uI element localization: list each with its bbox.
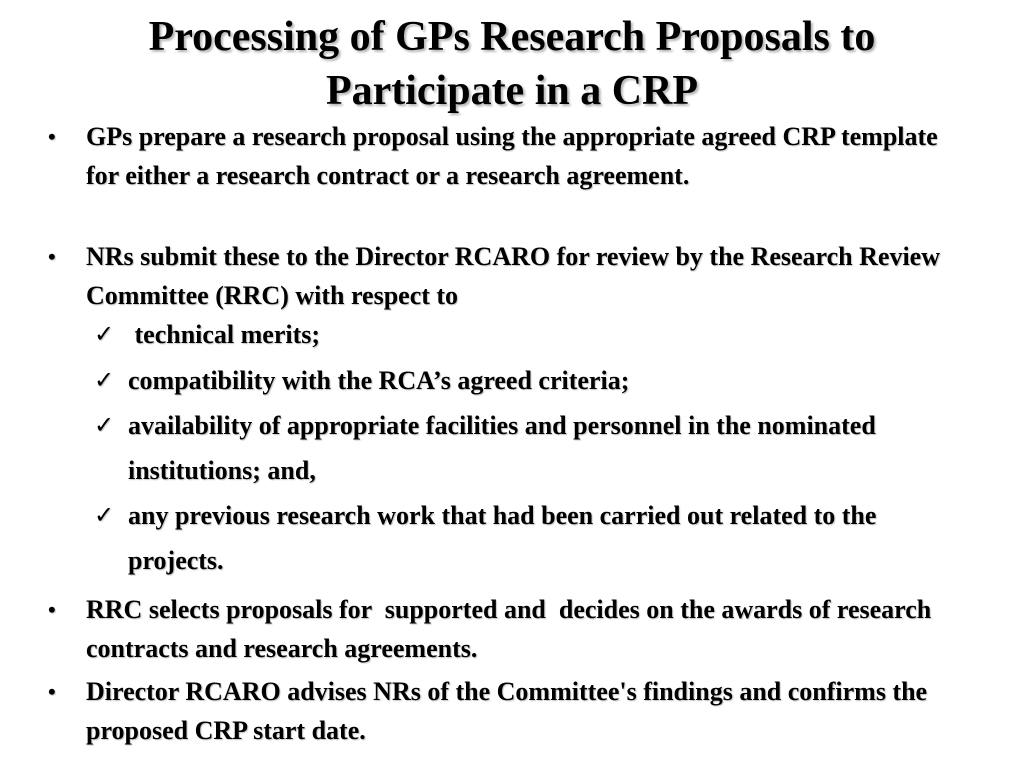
title-line-1: Processing of GPs Research Proposals to — [148, 14, 876, 60]
bullet-item — [48, 117, 948, 195]
check-text: technical merits; — [128, 320, 321, 349]
checkmark-icon: ✓ — [94, 501, 115, 529]
bullet-icon: • — [48, 124, 56, 149]
check-text: compatibility with the RCA’s agreed criteria; — [128, 366, 630, 395]
check-item — [94, 312, 944, 357]
bullet-text: RRC selects proposals for supported and decides on the awards of research contracts and research agreements. — [86, 595, 938, 663]
bullet-item — [48, 237, 948, 315]
bullet-text: NRs submit these to the Director RCARO for review by the Research Review Committee (RRC) with respect to — [86, 242, 940, 310]
bullet-icon: • — [48, 679, 56, 704]
checkmark-icon: ✓ — [94, 366, 115, 394]
title-line-2: Participate in a CRP — [325, 68, 699, 114]
check-item — [94, 493, 944, 583]
checkmark-icon: ✓ — [94, 320, 115, 348]
check-item — [94, 403, 944, 493]
bullet-item — [48, 672, 948, 750]
slide-title — [60, 10, 964, 118]
check-text: any previous research work that had been carried out related to the projects. — [128, 501, 877, 575]
bullet-icon: • — [48, 597, 56, 622]
bullet-item — [48, 590, 948, 668]
check-text: availability of appropriate facilities and personnel in the nominated institutions; and, — [128, 411, 876, 485]
checkmark-icon: ✓ — [94, 411, 115, 439]
bullet-text: GPs prepare a research proposal using the appropriate agreed CRP template for either a research contract or a research agreement. — [86, 122, 938, 190]
bullet-icon: • — [48, 244, 56, 269]
check-item — [94, 358, 944, 403]
bullet-text: Director RCARO advises NRs of the Committee's findings and confirms the proposed CRP start date. — [86, 677, 928, 745]
